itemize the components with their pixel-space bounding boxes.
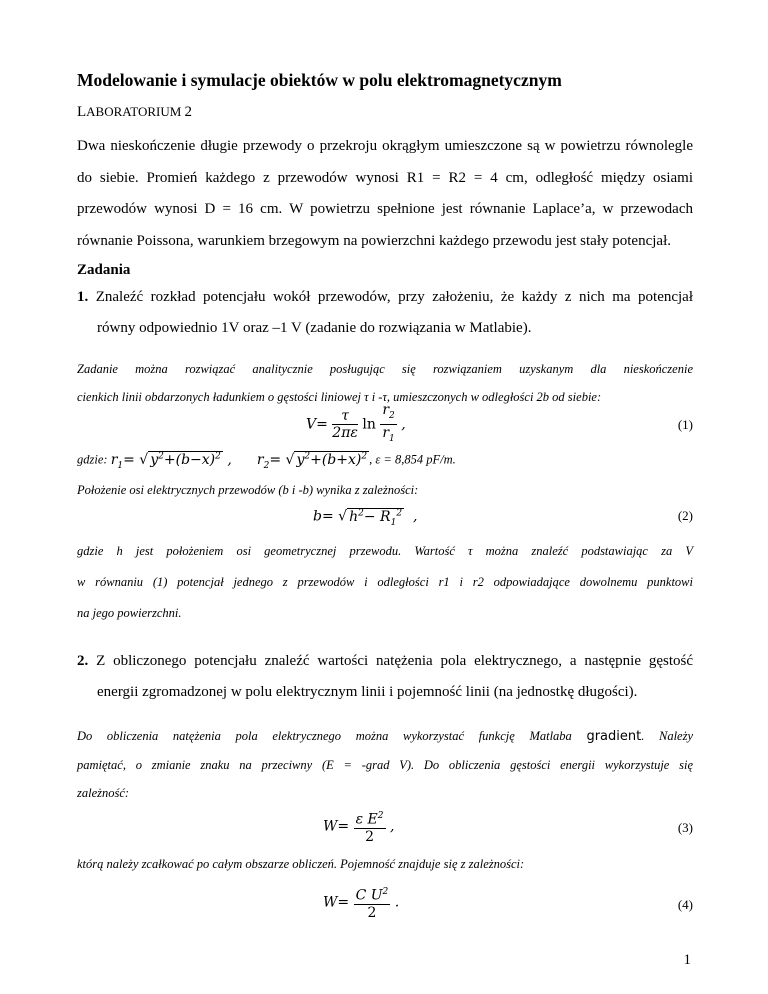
r-definitions xyxy=(77,451,456,470)
intro-line: Dwa nieskończenie długie przewody o przekroju okrągłym umieszczone są w powietrzu równolegle xyxy=(77,138,693,154)
note-line xyxy=(77,850,693,878)
gdzie-label: gdzie: xyxy=(77,452,108,467)
task-1 xyxy=(77,282,693,344)
equation-2: b= √ $h^2- R_1^2$ , xyxy=(313,508,418,528)
note-line: w równaniu (1) potencjał jednego z przewodów i odległości r1 i r2 odpowiadające dowolnemu punktowi xyxy=(77,575,693,589)
r2-formula: $r_2=$ √ $y^2+(b+x)^2$ xyxy=(256,451,368,471)
task-number: 2. xyxy=(77,653,89,669)
equation-number: (4) xyxy=(677,897,693,912)
task-number: 1. xyxy=(77,289,89,305)
note-line: cienkich linii obdarzonych ładunkiem o gęstości liniowej τ i -τ, umieszczonych w odległości 2b od siebie: xyxy=(77,390,602,404)
epsilon-value: , ε = 8,854 pF/m. xyxy=(369,452,456,467)
task-text: Z obliczonego potencjału znaleźć wartości natężenia pola elektrycznego, a następnie gęstość xyxy=(96,653,693,669)
note-line: na jego powierzchni. xyxy=(77,606,182,620)
equation-number: (3) xyxy=(677,820,693,835)
intro-line: do siebie. Promień każdego z przewodów wynosi R1 = R2 = 4 cm, odległość między osiami xyxy=(77,169,693,186)
lab-number: 2 xyxy=(184,104,193,120)
lab-label-rest: ABORATORIUM xyxy=(86,104,182,119)
equation-4: W= $\frac{C U^2}{2}$ . xyxy=(323,884,399,921)
intro-paragraph xyxy=(77,131,693,257)
equation-number: (2) xyxy=(677,508,693,523)
note-line xyxy=(77,476,693,504)
note-text: którą należy zcałkować po całym obszarze obliczeń. Pojemność znajduje się z zależności: xyxy=(77,857,525,871)
equation-3: W= $\frac{\varepsilon E^2}{2}$ , xyxy=(323,808,394,845)
task-2 xyxy=(77,646,693,708)
task-text: równy odpowiednio 1V oraz –1 V (zadanie do rozwiązania w Matlabie). xyxy=(97,320,532,336)
intro-line: przewodów wynosi D = 16 cm. W powietrzu spełnione jest równanie Laplace’a, w przewodach xyxy=(77,201,693,217)
note-text: . Należy xyxy=(641,729,694,743)
intro-line: równanie Poissona, warunkiem brzegowym na powierzchni każdego przewodu jest stały potencjał. xyxy=(77,232,671,249)
note-text: Położenie osi elektrycznych przewodów (b i -b) wynika z zależności: xyxy=(77,483,419,497)
note-line: zależność: xyxy=(77,786,130,800)
task-text: energii zgromadzonej w polu elektrycznym linii i pojemność linii (na jednostkę długości). xyxy=(97,684,638,700)
equation-1: V= $\frac{\tau}{2\pi\varepsilon}$ ln $\frac{r_2}{r_1}$ , xyxy=(306,402,406,444)
r1-formula: $r_1=$ √ $y^2+(b-x)^2$ , xyxy=(110,451,232,471)
tasks-heading: Zadania xyxy=(77,262,131,278)
note-line: gdzie h jest położeniem osi geometrycznej przewodu. Wartość τ można znaleźć podstawiając za V xyxy=(77,544,693,558)
note-1-continued xyxy=(77,536,693,629)
task-text: Znaleźć rozkład potencjału wokół przewodów, przy założeniu, że każdy z nich ma potencjał xyxy=(95,289,694,305)
note-2 xyxy=(77,722,693,807)
page-number: 1 xyxy=(683,952,691,968)
note-line: pamiętać, o zmianie znaku na przeciwny (E = -grad V). Do obliczenia gęstości energii wykorzystuje się xyxy=(77,758,693,772)
matlab-function-name: gradient xyxy=(586,729,642,744)
lab-label xyxy=(77,104,192,121)
lab-label-initial: L xyxy=(77,104,87,120)
equation-number: (1) xyxy=(677,417,693,432)
note-text: Do obliczenia natężenia pola elektrycznego można wykorzystać funkcję Matlaba xyxy=(77,729,572,743)
document-title: Modelowanie i symulacje obiektów w polu elektromagnetycznym xyxy=(77,70,562,90)
note-line: Zadanie można rozwiązać analitycznie posługując się rozwiązaniem uzyskanym dla nieskończenie xyxy=(77,362,693,376)
